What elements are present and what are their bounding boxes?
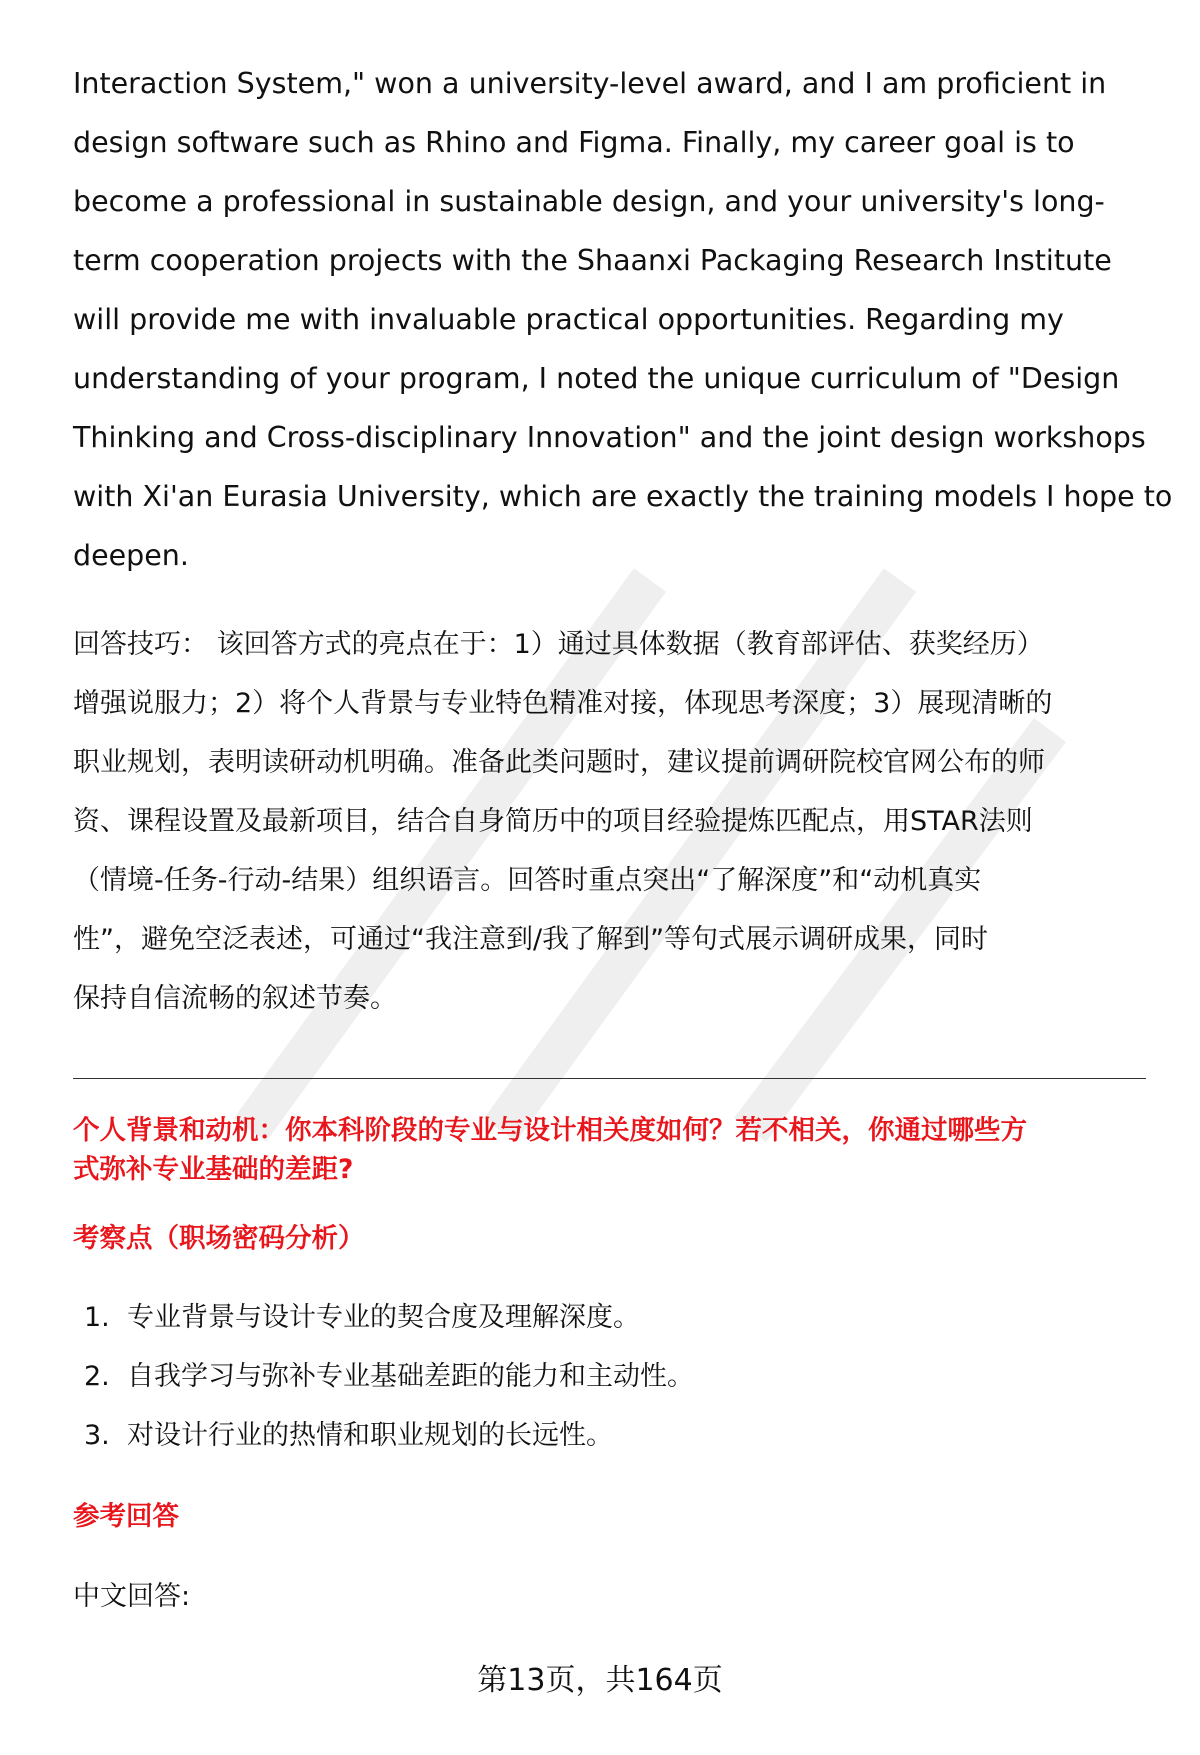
text-line: （情境-任务-行动-结果）组织语言。回答时重点突出“了解深度”和“动机真实 bbox=[73, 865, 982, 896]
analysis-heading: 考察点（职场密码分析） bbox=[73, 1223, 365, 1254]
text-line: design software such as Rhino and Figma. Finally, my career goal is to bbox=[73, 126, 1075, 159]
list-text: 自我学习与弥补专业基础差距的能力和主动性。 bbox=[127, 1361, 694, 1392]
text-line: 回答技巧： 该回答方式的亮点在于：1）通过具体数据（教育部评估、获奖经历） bbox=[73, 629, 1044, 660]
text-line: Thinking and Cross-disciplinary Innovation" and the joint design workshops bbox=[73, 421, 1146, 454]
list-item bbox=[84, 1360, 694, 1394]
text-line: term cooperation projects with the Shaanxi Packaging Research Institute bbox=[73, 244, 1112, 277]
text-line: deepen. bbox=[73, 539, 189, 572]
list-number: 2. bbox=[84, 1361, 110, 1392]
list-item bbox=[84, 1419, 613, 1453]
text-line: 个人背景和动机：你本科阶段的专业与设计相关度如何？若不相关，你通过哪些方 bbox=[73, 1115, 1027, 1146]
page-number: 第13页，共164页 bbox=[477, 1663, 723, 1698]
list-text: 对设计行业的热情和职业规划的长远性。 bbox=[127, 1420, 613, 1451]
list-number: 3. bbox=[84, 1420, 110, 1451]
list-item bbox=[84, 1301, 640, 1335]
text-line: 增强说服力；2）将个人背景与专业特色精准对接，体现思考深度；3）展现清晰的 bbox=[73, 688, 1053, 719]
text-line: will provide me with invaluable practical opportunities. Regarding my bbox=[73, 303, 1064, 336]
list-text: 专业背景与设计专业的契合度及理解深度。 bbox=[127, 1302, 640, 1333]
text-line: Interaction System," won a university-level award, and I am proficient in bbox=[73, 67, 1107, 100]
text-line: 性”，避免空泛表述，可通过“我注意到/我了解到”等句式展示调研成果，同时 bbox=[73, 924, 989, 955]
text-line: 资、课程设置及最新项目，结合自身简历中的项目经验提炼匹配点，用STAR法则 bbox=[73, 806, 1033, 837]
text-line: understanding of your program, I noted the unique curriculum of "Design bbox=[73, 362, 1120, 395]
text-line: become a professional in sustainable design, and your university's long- bbox=[73, 185, 1105, 218]
reference-answer-heading: 参考回答 bbox=[73, 1501, 179, 1532]
text-line: 保持自信流畅的叙述节奏。 bbox=[73, 983, 397, 1014]
chinese-answer-label: 中文回答: bbox=[73, 1581, 191, 1612]
text-line: 职业规划，表明读研动机明确。准备此类问题时，建议提前调研院校官网公布的师 bbox=[73, 747, 1045, 778]
text-line: 式弥补专业基础的差距? bbox=[73, 1154, 354, 1185]
section-divider bbox=[73, 1078, 1146, 1079]
text-line: with Xi'an Eurasia University, which are exactly the training models I hope to bbox=[73, 480, 1173, 513]
list-number: 1. bbox=[84, 1302, 110, 1333]
